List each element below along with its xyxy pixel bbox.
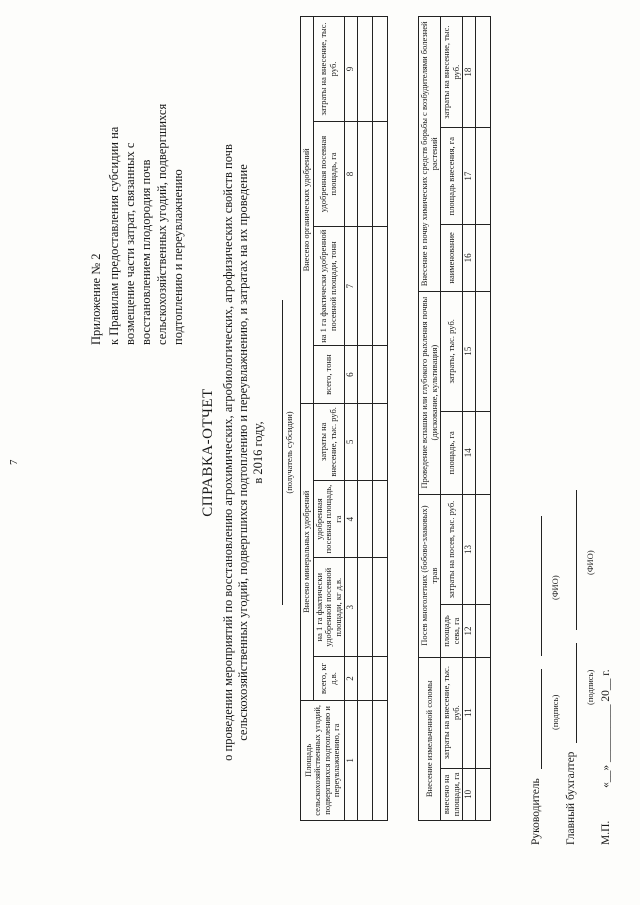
appendix-line: восстановлением плодородия почв bbox=[139, 159, 153, 345]
column-number: 17 bbox=[463, 128, 476, 225]
header-straw: Внесение измельченной соломы bbox=[419, 657, 441, 820]
table-cell[interactable] bbox=[358, 17, 373, 122]
column-number: 14 bbox=[463, 411, 476, 494]
table-row bbox=[373, 17, 388, 821]
column-number: 1 bbox=[345, 700, 358, 820]
stamp-label: М.П. bbox=[600, 820, 612, 845]
table-cell[interactable] bbox=[476, 657, 491, 768]
appendix-block bbox=[88, 5, 186, 345]
date-field[interactable]: «__» __________ 20__ г. bbox=[600, 669, 612, 788]
accountant-name-line[interactable] bbox=[576, 490, 577, 630]
header-cell: удобренная посевная площадь, га bbox=[313, 480, 345, 557]
header-plow: Проведение вспашки или глубокого рыхления почвы (дискование, культивация) bbox=[419, 291, 441, 494]
report-heading bbox=[200, 0, 266, 905]
table-cell[interactable] bbox=[358, 657, 373, 701]
recipient-caption: (получатель субсидии) bbox=[284, 411, 294, 494]
table-row bbox=[358, 17, 373, 821]
column-number: 18 bbox=[463, 17, 476, 128]
table-cell[interactable] bbox=[358, 346, 373, 403]
column-number: 12 bbox=[463, 605, 476, 657]
page-number: 7 bbox=[8, 459, 20, 465]
accountant-label: Главный бухгалтер bbox=[565, 751, 577, 845]
table-fertilizers bbox=[300, 16, 388, 821]
table-cell[interactable] bbox=[373, 480, 388, 557]
header-organic: Внесено органических удобрений bbox=[301, 17, 314, 404]
recipient-field bbox=[270, 300, 294, 605]
column-number: 7 bbox=[345, 227, 358, 346]
head-signature-line[interactable] bbox=[541, 669, 542, 769]
accountant-signature-row bbox=[565, 490, 577, 845]
report-title: СПРАВКА-ОТЧЕТ bbox=[200, 388, 216, 517]
head-name-line[interactable] bbox=[541, 516, 542, 656]
header-mineral: Внесено минеральных удобрений bbox=[301, 403, 314, 700]
table-cell[interactable] bbox=[476, 494, 491, 605]
appendix-line: к Правилам предоставления субсидии на bbox=[107, 126, 121, 345]
header-cell: затраты на внесение, тыс. руб. bbox=[441, 657, 463, 768]
header-chem: Внесение в почву химических средств борьбы с возбудителями болезней растений bbox=[419, 17, 441, 292]
column-number: 10 bbox=[463, 768, 476, 820]
table-row bbox=[476, 17, 491, 821]
signature-caption: (подпись) bbox=[550, 694, 560, 730]
table-cell[interactable] bbox=[373, 558, 388, 657]
table-measures bbox=[418, 16, 491, 821]
header-cell: затраты на внесение, тыс. руб. bbox=[313, 17, 345, 122]
column-number: 5 bbox=[345, 403, 358, 480]
table-cell[interactable] bbox=[373, 227, 388, 346]
table-cell[interactable] bbox=[373, 700, 388, 820]
table-cell[interactable] bbox=[373, 346, 388, 403]
column-number: 2 bbox=[345, 657, 358, 701]
column-number: 13 bbox=[463, 494, 476, 605]
table-cell[interactable] bbox=[476, 17, 491, 128]
heading-line: сельскохозяйственных угодий, подвергшихся подтоплению и переувлажнению, и затратах на их проведение bbox=[236, 164, 250, 741]
table-cell[interactable] bbox=[373, 121, 388, 226]
column-number: 9 bbox=[345, 17, 358, 122]
header-cell: площадь сева, га bbox=[441, 605, 463, 657]
header-cell: площадь, га bbox=[441, 411, 463, 494]
header-cell: на 1 га фактически удобренной посевной площади, тонн bbox=[313, 227, 345, 346]
table-cell[interactable] bbox=[476, 768, 491, 820]
table-cell[interactable] bbox=[476, 225, 491, 291]
header-cell: внесено на площади, га bbox=[441, 768, 463, 820]
column-number: 15 bbox=[463, 291, 476, 411]
header-cell: наименование bbox=[441, 225, 463, 291]
header-grass: Посев многолетних (бобово-злаковых) трав bbox=[419, 494, 441, 657]
column-number: 3 bbox=[345, 558, 358, 657]
table-cell[interactable] bbox=[358, 480, 373, 557]
table-cell[interactable] bbox=[476, 605, 491, 657]
table-cell[interactable] bbox=[358, 403, 373, 480]
header-cell: всего, кг д.в. bbox=[313, 657, 345, 701]
name-caption: (ФИО) bbox=[550, 575, 560, 600]
appendix-title: Приложение № 2 bbox=[89, 253, 103, 345]
appendix-line: возмещение части затрат, связанных с bbox=[123, 142, 137, 345]
column-number: 11 bbox=[463, 657, 476, 768]
table-cell[interactable] bbox=[373, 403, 388, 480]
column-number: 16 bbox=[463, 225, 476, 291]
table-cell[interactable] bbox=[373, 657, 388, 701]
header-cell: на 1 га фактически удобренной посевной площади, кг д.в. bbox=[313, 558, 345, 657]
column-number: 4 bbox=[345, 480, 358, 557]
header-cell: затраты на посев, тыс. руб. bbox=[441, 494, 463, 605]
heading-line: в 2016 году, bbox=[251, 421, 265, 484]
appendix-line: сельскохозяйственных угодий, подвергшихся bbox=[155, 103, 169, 345]
column-number: 8 bbox=[345, 121, 358, 226]
table-cell[interactable] bbox=[373, 17, 388, 122]
head-signature-row bbox=[530, 516, 542, 845]
header-cell: затраты, тыс. руб. bbox=[441, 291, 463, 411]
column-number: 6 bbox=[345, 346, 358, 403]
stamp-row bbox=[600, 669, 612, 845]
table-cell[interactable] bbox=[358, 227, 373, 346]
header-cell: затраты на внесение, тыс. руб. bbox=[441, 17, 463, 128]
header-cell: всего, тонн bbox=[313, 346, 345, 403]
table-cell[interactable] bbox=[358, 121, 373, 226]
head-label: Руководитель bbox=[530, 778, 542, 845]
name-caption: (ФИО) bbox=[585, 550, 595, 575]
header-cell: площадь внесения, га bbox=[441, 128, 463, 225]
header-area: Площадь сельскохозяйственных угодий, подвергшихся подтоплению и переувлажнению, га bbox=[301, 700, 345, 820]
table-cell[interactable] bbox=[476, 128, 491, 225]
table-cell[interactable] bbox=[476, 291, 491, 411]
table-cell[interactable] bbox=[358, 558, 373, 657]
table-cell[interactable] bbox=[476, 411, 491, 494]
recipient-rule[interactable] bbox=[270, 300, 283, 605]
heading-line: о проведении мероприятий по восстановлению агрохимических, агробиологических, агрофизических свойств почв bbox=[221, 144, 235, 761]
header-cell: затраты на внесение, тыс. руб. bbox=[313, 403, 345, 480]
appendix-line: подтоплению и переувлажнению bbox=[171, 169, 185, 345]
table-cell[interactable] bbox=[358, 700, 373, 820]
signature-caption: (подпись) bbox=[585, 669, 595, 705]
header-cell: удобренная посевная площадь, га bbox=[313, 121, 345, 226]
accountant-signature-line[interactable] bbox=[576, 643, 577, 743]
